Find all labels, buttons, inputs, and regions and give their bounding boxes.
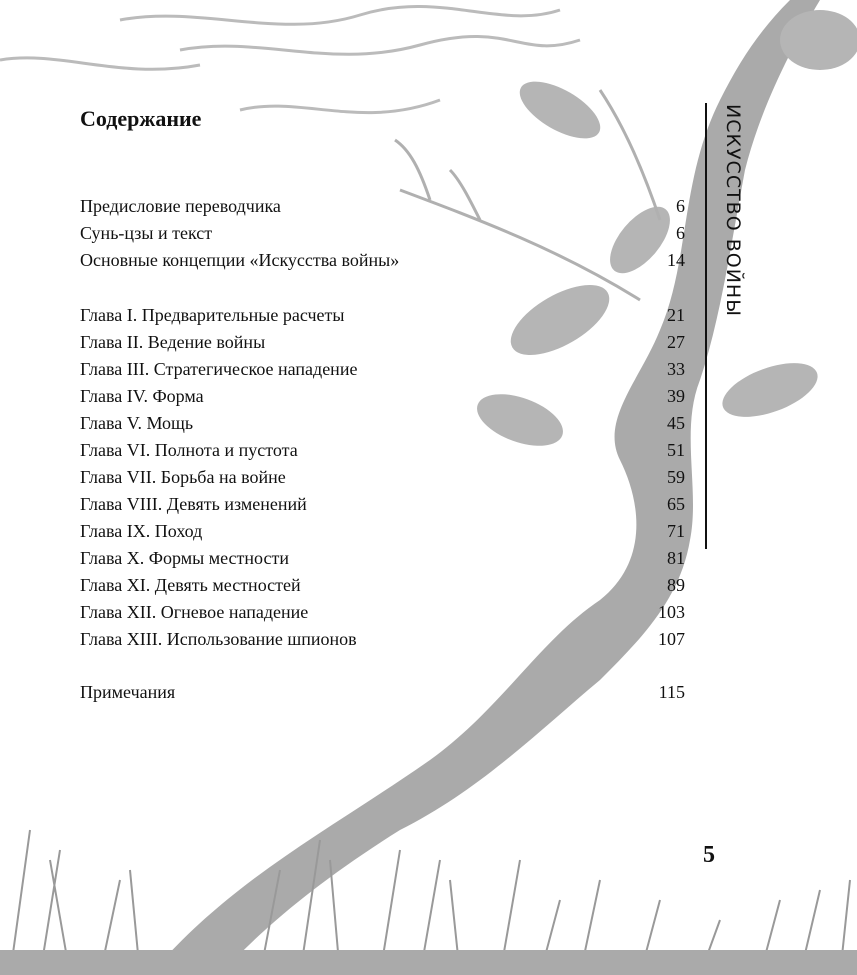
toc-entry-page: 27 [667,332,685,352]
toc-entry-label: Глава X. Формы местности [80,548,289,568]
toc-entry-page: 39 [667,386,685,406]
toc-entry[interactable] [80,329,685,356]
toc-appendix-section [80,679,685,706]
toc-entry-page: 6 [676,223,685,243]
toc-entry-page: 89 [667,575,685,595]
sidebar-rule [705,103,707,549]
toc-entry[interactable] [80,626,685,653]
toc-entry-page: 81 [667,548,685,568]
toc-entry-label: Глава XIII. Использование шпионов [80,629,357,649]
toc-entry[interactable] [80,599,685,626]
toc-entry-page: 51 [667,440,685,460]
toc-entry-label: Предисловие переводчика [80,196,281,216]
toc-entry-label: Глава I. Предварительные расчеты [80,305,345,325]
page-title: Содержание [80,106,202,131]
toc-entry[interactable] [80,220,685,247]
toc-entry-page: 14 [667,250,685,270]
toc-entry-page: 45 [667,413,685,433]
toc-entry[interactable] [80,193,685,220]
toc-entry[interactable] [80,545,685,572]
clouds [0,6,580,112]
toc-entry-label: Глава V. Мощь [80,413,194,433]
toc-entry-label: Глава VI. Полнота и пустота [80,440,298,460]
toc-entry[interactable] [80,410,685,437]
toc-entry-page: 33 [667,359,685,379]
toc-entry[interactable] [80,572,685,599]
toc-entry[interactable] [80,383,685,410]
toc-chapters-section [80,302,685,653]
page-number: 5 [703,842,715,868]
toc-entry-label: Глава III. Стратегическое нападение [80,359,358,379]
toc-entry-page: 65 [667,494,685,514]
toc-entry-page: 71 [667,521,685,541]
toc-entry[interactable] [80,247,685,274]
toc-entry-label: Глава XI. Девять местностей [80,575,301,595]
toc-entry-label: Основные концепции «Искусства войны» [80,250,400,270]
toc-entry-page: 115 [658,682,685,702]
toc-entry-label: Глава IV. Форма [80,386,204,406]
toc-entry-label: Примечания [80,682,176,702]
toc-entry[interactable] [80,679,685,706]
toc-entry-label: Сунь-цзы и текст [80,223,213,243]
table-of-contents [80,193,685,706]
book-title-vertical: ИСКУССТВО ВОЙНЫ [722,104,744,317]
toc-entry[interactable] [80,518,685,545]
toc-entry[interactable] [80,302,685,329]
toc-entry-label: Глава XII. Огневое нападение [80,602,309,622]
ground [0,950,857,975]
toc-entry-page: 59 [667,467,685,487]
toc-entry[interactable] [80,356,685,383]
toc-entry-label: Глава II. Ведение войны [80,332,266,352]
toc-entry-label: Глава VIII. Девять изменений [80,494,307,514]
toc-entry-page: 103 [658,602,685,622]
toc-entry[interactable] [80,437,685,464]
toc-entry[interactable] [80,491,685,518]
toc-entry-page: 107 [658,629,685,649]
toc-intro-section [80,193,685,274]
toc-entry[interactable] [80,464,685,491]
toc-entry-label: Глава IX. Поход [80,521,203,541]
toc-entry-label: Глава VII. Борьба на войне [80,467,286,487]
toc-entry-page: 21 [667,305,685,325]
toc-entry-page: 6 [676,196,685,216]
